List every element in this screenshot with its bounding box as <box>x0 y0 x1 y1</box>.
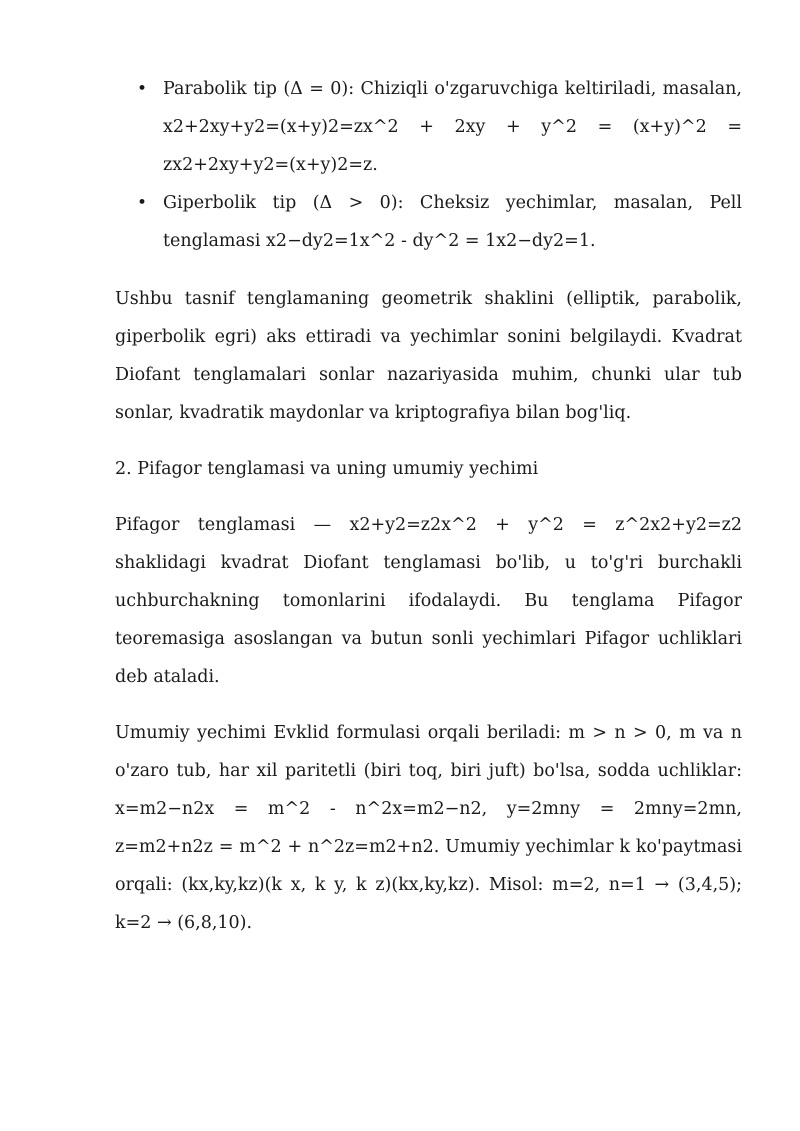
bullet-dot: • <box>137 193 148 213</box>
paragraph-pythagorean: Pifagor tenglamasi — x2+y2=z2x^2 + y^2 = z^2x2+y2=z2 shaklidagi kvadrat Diofant tenglamasi bo'lib, u to'g'ri burchakli uchburchakning tomonlarini ifodalaydi. Bu tenglama Pifagor teoremasiga asoslangan va butun sonli yechimlari Pifagor uchliklari deb ataladi. <box>115 515 742 687</box>
paragraph-classification: Ushbu tasnif tenglamaning geometrik shaklini (elliptik, parabolik, giperbolik egri) aks ettiradi va yechimlar sonini belgilaydi. Kvadrat Diofant tenglamalari sonlar nazariyasida muhim, chunki ular tub sonlar, kvadratik maydonlar va kriptografiya bilan bog'liq. <box>115 289 742 423</box>
document-page <box>115 70 742 942</box>
bullet-list <box>115 70 742 260</box>
bullet-item-parabolic <box>115 70 742 184</box>
paragraph-euclid-formula: Umumiy yechimi Evklid formulasi orqali beriladi: m > n > 0, m va n o'zaro tub, har xil paritetli (biri toq, biri juft) bo'lsa, sodda uchliklar: x=m2−n2x = m^2 - n^2x=m2−n2, y=2mny = 2mny=2mn, z=m2+n2z = m^2 + n^2z=m2+n2. Umumiy yechimlar k ko'paytmasi orqali: (kx,ky,kz)(k x, k y, k z)(kx,ky,kz). Misol: m=2, n=1 → (3,4,5); k=2 → (6,8,10). <box>115 723 742 933</box>
bullet-text: Parabolik tip (Δ = 0): Chiziqli o'zgaruvchiga keltiriladi, masalan, x2+2xy+y2=(x+y)2=zx^2 + 2xy + y^2 = (x+y)^2 = zx2+2xy+y2=(x+y)2=z. <box>163 79 742 175</box>
bullet-dot: • <box>137 79 148 99</box>
bullet-text: Giperbolik tip (Δ > 0): Cheksiz yechimlar, masalan, Pell tenglamasi x2−dy2=1x^2 - dy^2 = 1x2−dy2=1. <box>163 193 742 251</box>
bullet-item-hyperbolic <box>115 184 742 260</box>
section-heading: 2. Pifagor tenglamasi va uning umumiy yechimi <box>115 459 539 479</box>
